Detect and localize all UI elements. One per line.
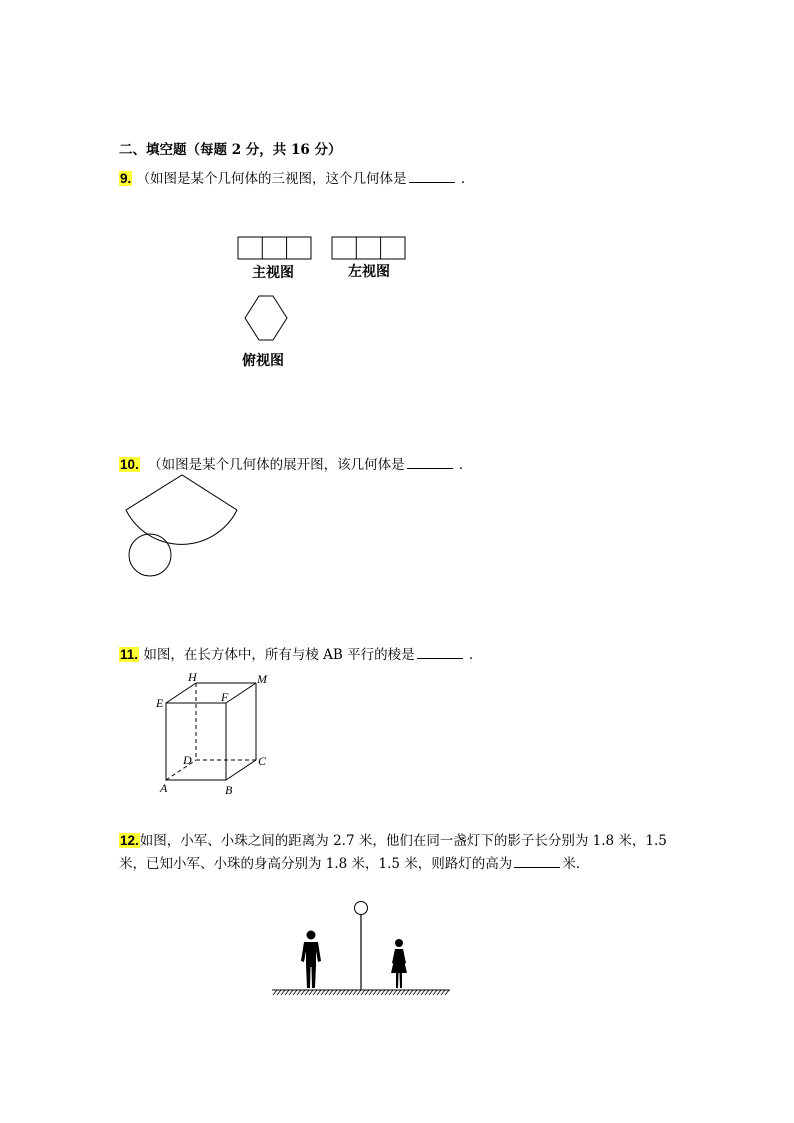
cuboid-figure <box>150 668 280 803</box>
question-number: 12. <box>120 833 139 848</box>
vertex-label-B: B <box>225 783 233 797</box>
left-view-label: 左视图 <box>348 264 390 280</box>
section-title: 二、填空题（每题 2 分，共 16 分） <box>119 142 342 158</box>
cone-base-circle <box>129 534 171 576</box>
vertex-label-C: C <box>258 754 267 768</box>
answer-blank[interactable] <box>514 855 560 868</box>
answer-blank[interactable] <box>407 456 453 469</box>
question-text-line-2: 米，已知小军、小珠的身高分别为 1.8 米，1.5 米，则路灯的高为 <box>119 856 513 872</box>
cone-sector <box>126 475 237 544</box>
vertex-label-M: M <box>257 672 267 686</box>
question-end: ． <box>468 647 483 663</box>
cone-net-figure <box>120 470 250 585</box>
vertex-label-A: A <box>160 781 168 795</box>
vertex-label-H: H <box>188 670 197 684</box>
top-view-label: 俯视图 <box>242 353 284 369</box>
boy-silhouette-icon <box>301 931 321 989</box>
vertex-label-F: F <box>221 690 229 704</box>
girl-silhouette-icon <box>391 939 407 988</box>
question-number: 9. <box>120 171 132 186</box>
question-end: 米. <box>562 856 581 872</box>
top-view-hexagon <box>245 296 287 340</box>
question-12-line-2 <box>119 852 580 872</box>
question-9 <box>119 167 474 187</box>
front-view <box>238 237 311 259</box>
left-view <box>332 237 405 259</box>
question-text: （如图是某个几何体的展开图，该几何体是 <box>148 457 405 473</box>
ground <box>272 990 450 995</box>
answer-blank[interactable] <box>409 170 455 183</box>
vertex-label-D: D <box>183 753 192 767</box>
front-view-label: 主视图 <box>252 265 294 281</box>
question-text: （如图是某个几何体的三视图，这个几何体是 <box>136 171 407 187</box>
streetlight-figure <box>268 895 458 1005</box>
vertex-label-E: E <box>156 696 164 710</box>
question-end: ． <box>460 171 475 187</box>
lamp-bulb-icon <box>355 902 368 915</box>
question-end: ． <box>458 457 473 473</box>
answer-blank[interactable] <box>417 646 463 659</box>
question-text: 如图，在长方体中，所有与棱 AB 平行的棱是 <box>143 647 415 663</box>
question-11 <box>119 643 482 663</box>
question-number: 10. <box>120 457 139 472</box>
question-12-line-1 <box>119 829 667 849</box>
question-number: 11. <box>120 647 139 662</box>
question-text-line-1: 如图，小军、小珠之间的距离为 2.7 米，他们在同一盏灯下的影子长分别为 1.8 米，1.5 <box>139 833 667 849</box>
